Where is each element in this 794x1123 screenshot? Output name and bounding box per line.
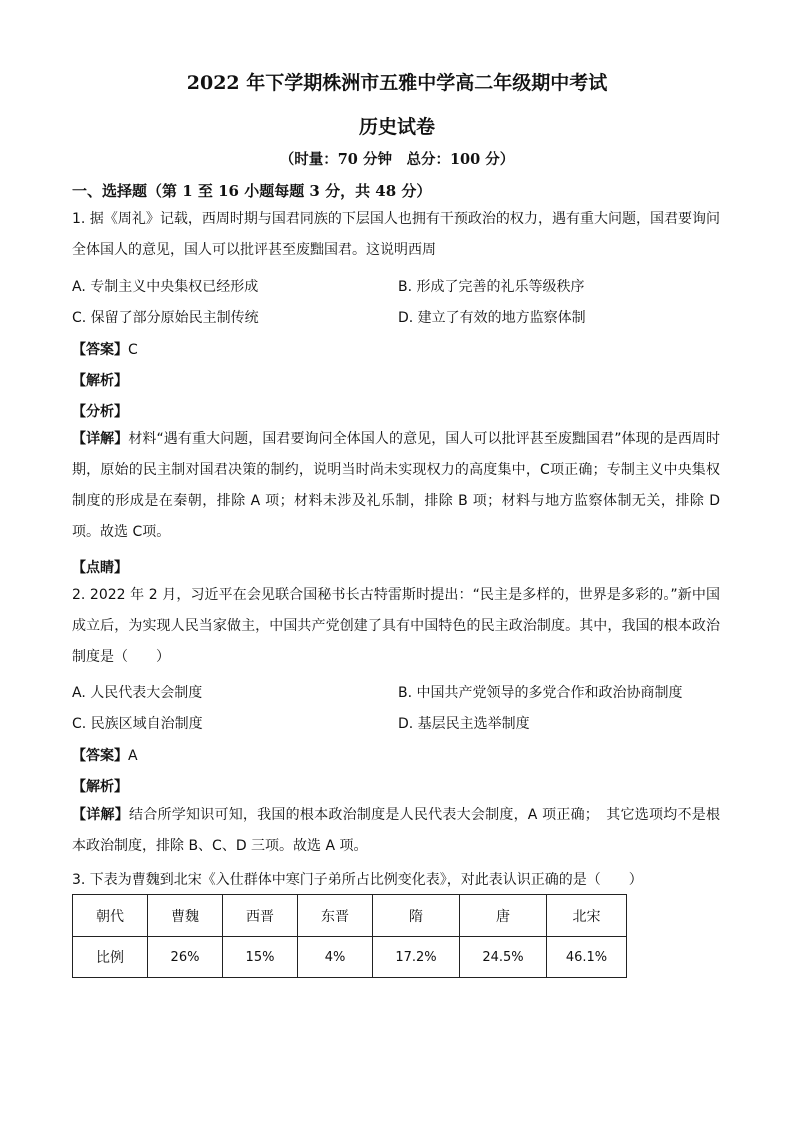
detail-text: 材料“遇有重大问题，国君要询问全体国人的意见，国人可以批评甚至废黜国君”体现的是西周时期，原始的民主制对国君决策的制约，说明当时尚未实现权力的高度集中，C项正确；专制主义中央集权制度的形成是在秦朝，排除 A 项；材料未涉及礼乐制，排除 B 项；材料与地方监察体制无关，排除 D 项。故选 C项。 <box>72 431 720 540</box>
section-heading: 一、选择题（第 1 至 16 小题每题 3 分，共 48 分） <box>72 182 432 200</box>
exam-info: （时量：70 分钟 总分：100 分） <box>279 151 515 168</box>
q1-option-b: B. 形成了完善的礼乐等级秩序 <box>398 279 585 295</box>
q1-analysis-tag: 【解析】 <box>72 373 128 389</box>
ratio-table <box>72 894 627 978</box>
answer-value: A <box>128 748 138 764</box>
table-row-label: 比例 <box>73 937 148 978</box>
detail-tag: 【详解】 <box>72 431 129 447</box>
q1-option-d: D. 建立了有效的地方监察体制 <box>398 310 586 326</box>
table-cell: 15% <box>223 937 298 978</box>
table-header-cell: 朝代 <box>73 895 148 937</box>
detail-tag: 【详解】 <box>72 807 129 823</box>
table-cell: 26% <box>148 937 223 978</box>
q1-option-a: A. 专制主义中央集权已经形成 <box>72 279 259 295</box>
exam-title: 2022 年下学期株洲市五雅中学高二年级期中考试 <box>186 72 608 94</box>
table-header-cell: 曹魏 <box>148 895 223 937</box>
table-cell: 17.2% <box>373 937 460 978</box>
q2-analysis-tag: 【解析】 <box>72 779 128 795</box>
q2-option-c: C. 民族区域自治制度 <box>72 716 203 732</box>
q2-stem: 2. 2022 年 2 月，习近平在会见联合国秘书长古特雷斯时提出：“民主是多样的，世界是多彩的。”新中国成立后，为实现人民当家做主，中国共产党创建了具有中国特色的民主政治制度。其中，我国的根本政治制度是（ ） <box>72 587 720 665</box>
q2-option-b: B. 中国共产党领导的多党合作和政治协商制度 <box>398 685 683 701</box>
table-cell: 46.1% <box>547 937 627 978</box>
table-header-cell: 唐 <box>460 895 547 937</box>
answer-tag: 【答案】 <box>72 748 128 764</box>
subject-title: 历史试卷 <box>358 116 435 138</box>
q2-option-a: A. 人民代表大会制度 <box>72 685 203 701</box>
table-header-cell: 隋 <box>373 895 460 937</box>
detail-text: 结合所学知识可知，我国的根本政治制度是人民代表大会制度，A 项正确； 其它选项均不是根本政治制度，排除 B、C、D 三项。故选 A 项。 <box>72 807 721 854</box>
table-header-cell: 东晋 <box>298 895 373 937</box>
table-cell: 4% <box>298 937 373 978</box>
q1-detail <box>72 424 720 548</box>
q3-stem: 3. 下表为曹魏到北宋《入仕群体中寒门子弟所占比例变化表》，对此表认识正确的是（ ） <box>72 872 643 888</box>
answer-value: C <box>128 342 138 358</box>
q1-dianjing-tag: 【点睛】 <box>72 560 128 576</box>
table-row <box>73 937 627 978</box>
q1-fenxi-tag: 【分析】 <box>72 404 128 420</box>
q2-answer <box>72 745 138 765</box>
table-cell: 24.5% <box>460 937 547 978</box>
table-header-cell: 西晋 <box>223 895 298 937</box>
table-header-row <box>73 895 627 937</box>
q2-option-d: D. 基层民主选举制度 <box>398 716 530 732</box>
q1-stem: 1. 据《周礼》记载，西周时期与国君同族的下层国人也拥有干预政治的权力，遇有重大问题，国君要询问全体国人的意见，国人可以批评甚至废黜国君。这说明西周 <box>72 211 720 258</box>
table-header-cell: 北宋 <box>547 895 627 937</box>
answer-tag: 【答案】 <box>72 342 128 358</box>
q1-option-c: C. 保留了部分原始民主制传统 <box>72 310 259 326</box>
q2-detail <box>72 800 720 862</box>
q1-answer <box>72 339 138 359</box>
